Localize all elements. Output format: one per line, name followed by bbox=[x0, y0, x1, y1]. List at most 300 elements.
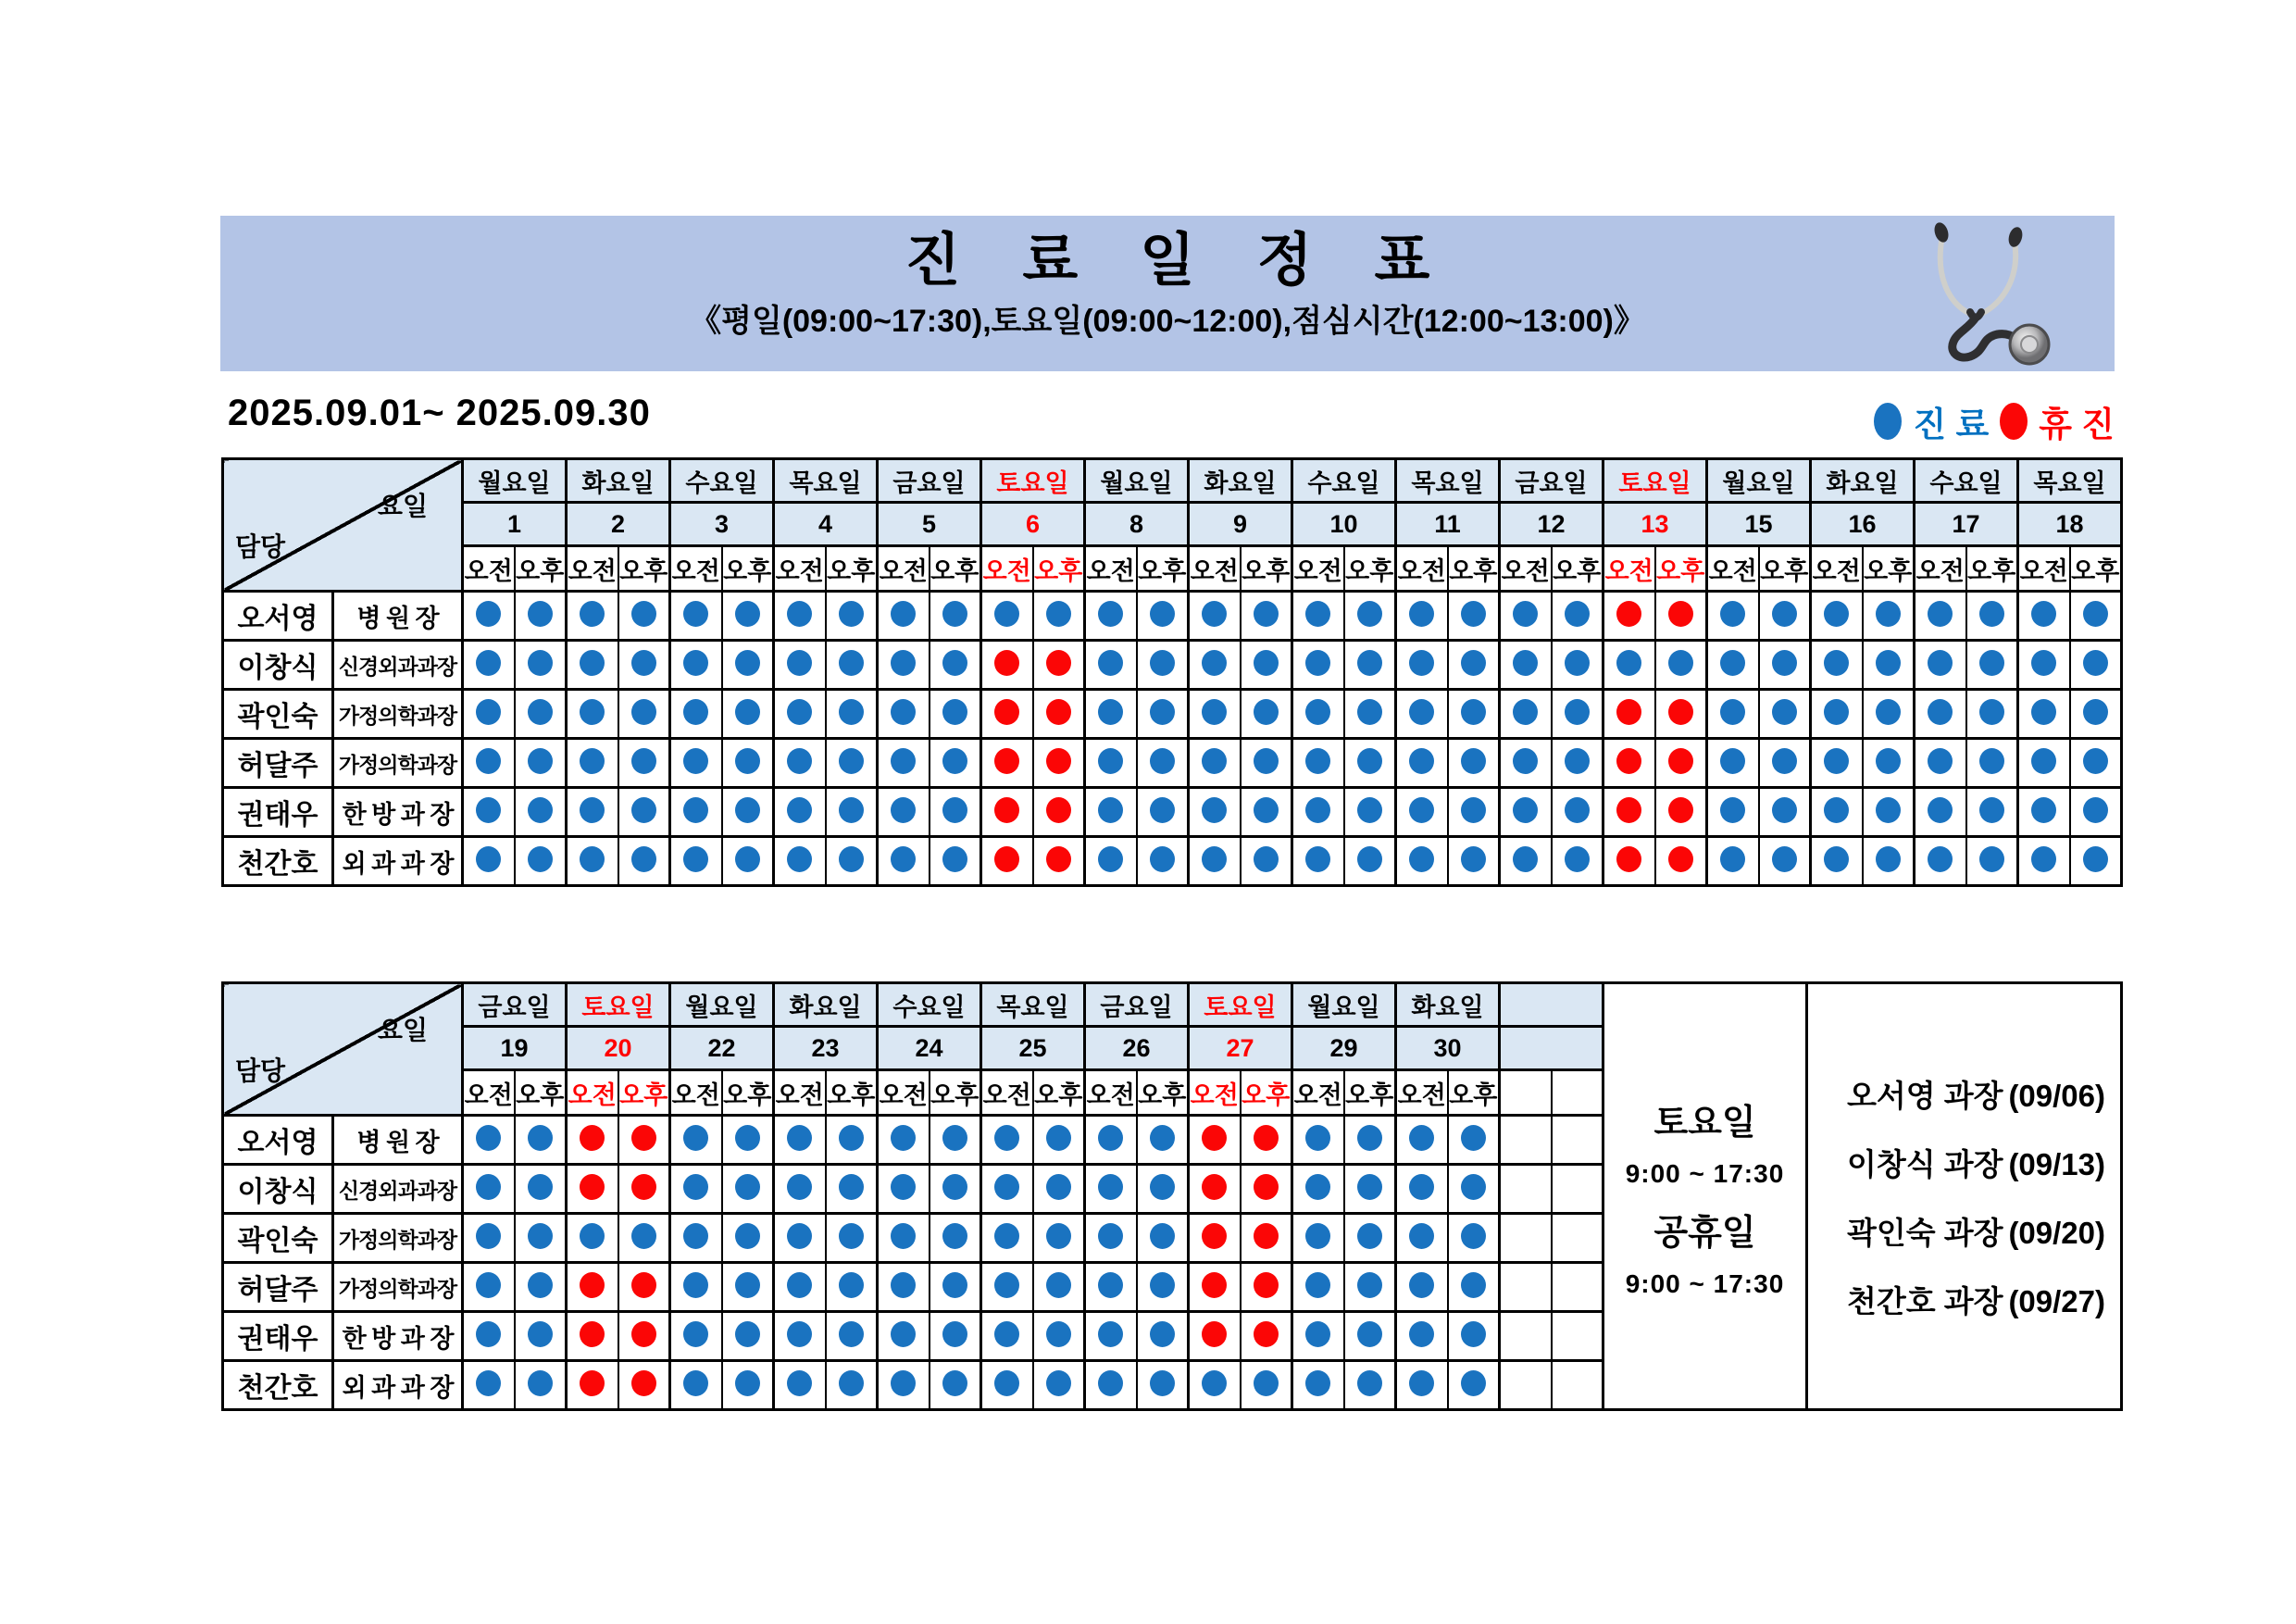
open-dot bbox=[1824, 748, 1849, 774]
weekday-header: 화요일 bbox=[1189, 459, 1292, 503]
open-dot bbox=[1409, 601, 1434, 627]
open-dot bbox=[1824, 797, 1849, 823]
schedule-cell bbox=[515, 1312, 567, 1361]
am-header: 오전 bbox=[567, 1070, 618, 1116]
open-dot bbox=[1513, 699, 1538, 725]
open-dot bbox=[1098, 1174, 1123, 1200]
pm-header: 오후 bbox=[515, 546, 567, 592]
schedule-cell bbox=[1811, 641, 1863, 690]
open-dot bbox=[942, 846, 967, 872]
doctor-name: 권태우 bbox=[223, 788, 333, 837]
schedule-cell bbox=[878, 1165, 930, 1214]
open-dot bbox=[735, 748, 760, 774]
legend bbox=[1874, 396, 2115, 446]
schedule-cell bbox=[1344, 690, 1396, 739]
schedule-cell bbox=[722, 1263, 774, 1312]
open-dot bbox=[787, 1370, 812, 1396]
open-dot bbox=[1098, 1223, 1123, 1249]
open-dot bbox=[1150, 1125, 1175, 1151]
schedule-cell bbox=[1137, 1263, 1189, 1312]
schedule-cell bbox=[1707, 788, 1759, 837]
schedule-cell bbox=[1655, 788, 1707, 837]
open-dot bbox=[1876, 846, 1901, 872]
schedule-cell bbox=[1344, 837, 1396, 886]
schedule-cell bbox=[981, 641, 1033, 690]
open-dot bbox=[839, 1125, 864, 1151]
schedule-cell bbox=[722, 837, 774, 886]
schedule-cell bbox=[878, 739, 930, 788]
weekday-header: 금요일 bbox=[1500, 459, 1603, 503]
schedule-cell bbox=[2018, 641, 2070, 690]
schedule-cell bbox=[1655, 641, 1707, 690]
schedule-cell bbox=[774, 788, 826, 837]
pm-header: 오후 bbox=[2070, 546, 2122, 592]
schedule-cell bbox=[618, 1312, 670, 1361]
doctor-title: 가정의학과장 bbox=[333, 739, 463, 788]
open-dot bbox=[580, 601, 605, 627]
am-header: 오전 bbox=[774, 1070, 826, 1116]
schedule-cell bbox=[930, 592, 981, 641]
schedule-cell bbox=[463, 837, 515, 886]
schedule-cell bbox=[1552, 837, 1603, 886]
open-dot bbox=[1461, 699, 1486, 725]
open-dot bbox=[994, 1223, 1019, 1249]
schedule-cell bbox=[1707, 690, 1759, 739]
schedule-cell bbox=[826, 1312, 878, 1361]
open-dot bbox=[891, 699, 916, 725]
open-dot bbox=[994, 1174, 1019, 1200]
schedule-cell bbox=[567, 837, 618, 886]
open-dot bbox=[476, 1321, 501, 1347]
schedule-cell bbox=[1137, 1116, 1189, 1165]
schedule-cell bbox=[1500, 1312, 1552, 1361]
doctor-row bbox=[223, 1312, 1603, 1361]
open-dot bbox=[528, 601, 553, 627]
schedule-cell bbox=[1500, 1214, 1552, 1263]
date-header: 10 bbox=[1292, 503, 1396, 546]
schedule-cell bbox=[1448, 1116, 1500, 1165]
schedule-cell bbox=[826, 1361, 878, 1410]
open-dot bbox=[1720, 797, 1745, 823]
open-dot bbox=[2083, 650, 2108, 676]
open-dot bbox=[1305, 1174, 1330, 1200]
doctor-row bbox=[223, 1263, 1603, 1312]
schedule-cell bbox=[1396, 641, 1448, 690]
schedule-cell bbox=[1033, 592, 1085, 641]
schedule-cell bbox=[1292, 1361, 1344, 1410]
pm-header: 오후 bbox=[1033, 546, 1085, 592]
open-dot bbox=[1098, 1125, 1123, 1151]
open-dot bbox=[476, 1125, 501, 1151]
open-dot bbox=[528, 748, 553, 774]
am-header: 오전 bbox=[1189, 1070, 1241, 1116]
schedule-cell bbox=[722, 1214, 774, 1263]
doctor-name: 천간호 bbox=[223, 1361, 333, 1410]
schedule-cell bbox=[2018, 592, 2070, 641]
closed-dot bbox=[994, 699, 1019, 725]
open-dot bbox=[839, 1223, 864, 1249]
open-dot bbox=[942, 797, 967, 823]
schedule-cell bbox=[463, 739, 515, 788]
schedule-cell bbox=[1085, 1263, 1137, 1312]
schedule-cell bbox=[1915, 788, 1966, 837]
schedule-cell bbox=[1759, 739, 1811, 788]
schedule-cell bbox=[463, 1214, 515, 1263]
schedule-cell bbox=[1085, 837, 1137, 886]
open-dot bbox=[2031, 797, 2056, 823]
doctor-row bbox=[223, 1116, 1603, 1165]
schedule-cell bbox=[1759, 837, 1811, 886]
weekday-header: 화요일 bbox=[1811, 459, 1915, 503]
schedule-cell bbox=[930, 1116, 981, 1165]
schedule-cell bbox=[1863, 788, 1915, 837]
schedule-cell bbox=[515, 1116, 567, 1165]
schedule-cell bbox=[567, 1263, 618, 1312]
weekday-header: 토요일 bbox=[567, 983, 670, 1027]
closed-dot bbox=[580, 1321, 605, 1347]
closed-dot bbox=[994, 846, 1019, 872]
schedule-cell bbox=[1448, 788, 1500, 837]
doctor-title: 신경외과과장 bbox=[333, 641, 463, 690]
schedule-cell bbox=[826, 1214, 878, 1263]
date-header: 2 bbox=[567, 503, 670, 546]
schedule-cell bbox=[618, 1116, 670, 1165]
schedule-cell bbox=[930, 641, 981, 690]
open-dot bbox=[580, 748, 605, 774]
date-header: 11 bbox=[1396, 503, 1500, 546]
open-dot bbox=[1150, 650, 1175, 676]
am-header bbox=[1500, 1070, 1552, 1116]
open-dot bbox=[1461, 1174, 1486, 1200]
closed-dot bbox=[1046, 650, 1071, 676]
schedule-cell bbox=[1552, 1165, 1603, 1214]
schedule-cell bbox=[1137, 592, 1189, 641]
schedule-cell bbox=[1759, 641, 1811, 690]
pm-header: 오후 bbox=[826, 546, 878, 592]
schedule-cell bbox=[1552, 1214, 1603, 1263]
pm-header: 오후 bbox=[826, 1070, 878, 1116]
pm-header: 오후 bbox=[1137, 1070, 1189, 1116]
schedule-cell bbox=[567, 690, 618, 739]
schedule-cell bbox=[774, 837, 826, 886]
am-header: 오전 bbox=[1292, 1070, 1344, 1116]
open-dot bbox=[1824, 650, 1849, 676]
open-dot bbox=[2083, 797, 2108, 823]
pm-header: 오후 bbox=[1863, 546, 1915, 592]
open-dot bbox=[1461, 1272, 1486, 1298]
open-dot bbox=[1098, 846, 1123, 872]
open-dot bbox=[1202, 797, 1227, 823]
open-dot bbox=[1098, 748, 1123, 774]
open-dot bbox=[476, 748, 501, 774]
banner-text bbox=[220, 229, 2115, 340]
schedule-cell bbox=[1189, 837, 1241, 886]
am-header: 오전 bbox=[1500, 546, 1552, 592]
open-dot bbox=[787, 846, 812, 872]
am-header: 오전 bbox=[981, 546, 1033, 592]
schedule-cell bbox=[1085, 1361, 1137, 1410]
pm-header: 오후 bbox=[722, 546, 774, 592]
schedule-cell bbox=[670, 1361, 722, 1410]
schedule-cell bbox=[878, 837, 930, 886]
closed-dot bbox=[1046, 748, 1071, 774]
schedule-cell bbox=[981, 592, 1033, 641]
schedule-cell bbox=[1811, 739, 1863, 788]
schedule-cell bbox=[1863, 592, 1915, 641]
open-dot bbox=[1357, 1223, 1382, 1249]
open-dot bbox=[580, 797, 605, 823]
open-dot bbox=[994, 601, 1019, 627]
hours-subtitle: 《평일(09:00~17:30),토요일(09:00~12:00),점심시간(12:00~13:00)》 bbox=[690, 304, 1645, 339]
schedule-cell bbox=[826, 1165, 878, 1214]
open-dot bbox=[891, 1370, 916, 1396]
schedule-cell bbox=[930, 690, 981, 739]
schedule-cell bbox=[1603, 592, 1655, 641]
open-dot bbox=[1876, 797, 1901, 823]
open-dot bbox=[891, 1174, 916, 1200]
schedule-cell bbox=[618, 788, 670, 837]
schedule-cell bbox=[1448, 641, 1500, 690]
schedule-cell bbox=[1863, 739, 1915, 788]
schedule-cell bbox=[2070, 739, 2122, 788]
doctor-row bbox=[223, 1214, 1603, 1263]
weekday-header: 토요일 bbox=[981, 459, 1085, 503]
pm-header: 오후 bbox=[1552, 546, 1603, 592]
schedule-cell bbox=[722, 1312, 774, 1361]
date-header: 25 bbox=[981, 1027, 1085, 1070]
duty-list-item bbox=[1847, 1209, 2105, 1253]
schedule-cell bbox=[1552, 592, 1603, 641]
schedule-cell bbox=[722, 641, 774, 690]
schedule-cell bbox=[1033, 641, 1085, 690]
open-dot bbox=[1150, 797, 1175, 823]
closed-dot bbox=[1254, 1272, 1279, 1298]
doctor-title: 외 과 과 장 bbox=[333, 1361, 463, 1410]
schedule-cell bbox=[1033, 837, 1085, 886]
schedule-cell bbox=[1137, 1165, 1189, 1214]
weekday-header: 월요일 bbox=[1085, 459, 1189, 503]
open-dot bbox=[683, 797, 708, 823]
schedule-cell bbox=[1915, 690, 1966, 739]
open-dot bbox=[942, 1125, 967, 1151]
am-header: 오전 bbox=[878, 1070, 930, 1116]
open-dot bbox=[1513, 846, 1538, 872]
open-dot bbox=[787, 1174, 812, 1200]
schedule-cell bbox=[1863, 641, 1915, 690]
am-header: 오전 bbox=[2018, 546, 2070, 592]
open-dot bbox=[839, 1370, 864, 1396]
open-dot bbox=[528, 846, 553, 872]
schedule-cell bbox=[1707, 739, 1759, 788]
open-dot bbox=[2083, 601, 2108, 627]
schedule-cell bbox=[1915, 641, 1966, 690]
schedule-cell bbox=[1966, 739, 2018, 788]
schedule-cell bbox=[722, 1165, 774, 1214]
open-dot bbox=[528, 1272, 553, 1298]
schedule-cell bbox=[1603, 837, 1655, 886]
date-header: 4 bbox=[774, 503, 878, 546]
schedule-cell bbox=[515, 837, 567, 886]
open-dot bbox=[1876, 650, 1901, 676]
schedule-cell bbox=[878, 1116, 930, 1165]
schedule-cell bbox=[1344, 788, 1396, 837]
date-header: 6 bbox=[981, 503, 1085, 546]
open-dot bbox=[476, 1223, 501, 1249]
open-dot bbox=[1357, 797, 1382, 823]
am-header: 오전 bbox=[1707, 546, 1759, 592]
schedule-cell bbox=[515, 1361, 567, 1410]
duty-date: (09/06) bbox=[2008, 1078, 2105, 1113]
date-header: 23 bbox=[774, 1027, 878, 1070]
schedule-cell bbox=[1033, 690, 1085, 739]
weekday-header: 수요일 bbox=[878, 983, 981, 1027]
schedule-cell bbox=[670, 1263, 722, 1312]
open-dot bbox=[994, 1125, 1019, 1151]
schedule-cell bbox=[1189, 788, 1241, 837]
schedule-cell bbox=[1500, 788, 1552, 837]
schedule-cell bbox=[618, 1263, 670, 1312]
schedule-cell bbox=[515, 641, 567, 690]
schedule-cell bbox=[1189, 1312, 1241, 1361]
pm-header: 오후 bbox=[1448, 1070, 1500, 1116]
open-dot bbox=[476, 1272, 501, 1298]
schedule-cell bbox=[618, 641, 670, 690]
open-dot bbox=[1461, 748, 1486, 774]
schedule-cell bbox=[463, 1116, 515, 1165]
schedule-cell bbox=[1241, 1312, 1292, 1361]
open-dot bbox=[1254, 748, 1279, 774]
open-dot bbox=[839, 1174, 864, 1200]
duty-doctor-name: 천간호 과장 bbox=[1847, 1283, 2003, 1318]
am-header: 오전 bbox=[1292, 546, 1344, 592]
schedule-cell bbox=[1085, 788, 1137, 837]
open-dot bbox=[839, 650, 864, 676]
weekday-header bbox=[1500, 983, 1603, 1027]
open-dot bbox=[1928, 699, 1953, 725]
schedule-cell bbox=[1707, 641, 1759, 690]
schedule-cell bbox=[826, 690, 878, 739]
open-dot bbox=[1202, 748, 1227, 774]
schedule-cell bbox=[930, 1312, 981, 1361]
open-dot bbox=[1409, 1321, 1434, 1347]
open-dot bbox=[631, 797, 656, 823]
duty-doctor-name: 오서영 과장 bbox=[1847, 1078, 2003, 1113]
schedule-cell bbox=[463, 1361, 515, 1410]
open-dot bbox=[476, 1174, 501, 1200]
closed-dot bbox=[1046, 699, 1071, 725]
open-dot bbox=[891, 1321, 916, 1347]
schedule-cell bbox=[1915, 739, 1966, 788]
open-dot bbox=[942, 1174, 967, 1200]
schedule-cell bbox=[670, 1214, 722, 1263]
weekday-header: 금요일 bbox=[1085, 983, 1189, 1027]
schedule-cell bbox=[515, 1165, 567, 1214]
open-dot bbox=[1876, 748, 1901, 774]
closed-dot bbox=[631, 1174, 656, 1200]
open-dot bbox=[787, 1272, 812, 1298]
open-dot bbox=[942, 699, 967, 725]
closed-dot bbox=[1668, 846, 1693, 872]
saturday-duty-list bbox=[1808, 981, 2123, 1411]
schedule-cell bbox=[515, 739, 567, 788]
date-header: 22 bbox=[670, 1027, 774, 1070]
open-dot bbox=[1150, 601, 1175, 627]
open-dot bbox=[1254, 601, 1279, 627]
schedule-cell bbox=[2070, 837, 2122, 886]
open-dot bbox=[1150, 1223, 1175, 1249]
open-dot bbox=[1150, 1370, 1175, 1396]
open-dot bbox=[735, 650, 760, 676]
schedule-cell bbox=[981, 1165, 1033, 1214]
schedule-cell bbox=[878, 1312, 930, 1361]
schedule-cell bbox=[774, 739, 826, 788]
schedule-cell bbox=[2070, 690, 2122, 739]
open-dot bbox=[528, 1125, 553, 1151]
pm-header: 오후 bbox=[1655, 546, 1707, 592]
open-dot bbox=[1254, 699, 1279, 725]
doctor-row bbox=[223, 690, 2122, 739]
schedule-cell bbox=[567, 1116, 618, 1165]
open-dot bbox=[1254, 650, 1279, 676]
schedule-cell bbox=[1033, 739, 1085, 788]
closed-dot bbox=[580, 1370, 605, 1396]
open-dot bbox=[942, 650, 967, 676]
schedule-cell bbox=[515, 1214, 567, 1263]
closed-dot bbox=[1616, 699, 1641, 725]
schedule-cell bbox=[515, 592, 567, 641]
open-dot bbox=[1979, 699, 2004, 725]
closed-dot bbox=[1202, 1125, 1227, 1151]
am-header: 오전 bbox=[1915, 546, 1966, 592]
am-header: 오전 bbox=[1189, 546, 1241, 592]
schedule-cell bbox=[1396, 739, 1448, 788]
open-dot bbox=[1150, 1321, 1175, 1347]
schedule-cell bbox=[2070, 641, 2122, 690]
closed-dot bbox=[994, 797, 1019, 823]
closed-dot bbox=[1616, 601, 1641, 627]
open-dot bbox=[1979, 846, 2004, 872]
duty-list-item bbox=[1847, 1072, 2105, 1116]
closed-dot bbox=[1254, 1125, 1279, 1151]
pm-header: 오후 bbox=[930, 546, 981, 592]
date-header: 17 bbox=[1915, 503, 2018, 546]
schedule-cell bbox=[1085, 1116, 1137, 1165]
schedule-cell bbox=[1759, 592, 1811, 641]
schedule-cell bbox=[1189, 592, 1241, 641]
doctor-title: 가정의학과장 bbox=[333, 1263, 463, 1312]
open-dot bbox=[735, 1272, 760, 1298]
schedule-cell bbox=[1344, 592, 1396, 641]
closed-legend-dot bbox=[2000, 403, 2028, 440]
schedule-cell bbox=[1292, 641, 1344, 690]
date-header: 29 bbox=[1292, 1027, 1396, 1070]
open-dot bbox=[735, 1174, 760, 1200]
schedule-cell bbox=[1655, 690, 1707, 739]
open-dot bbox=[1305, 1223, 1330, 1249]
open-dot bbox=[787, 1321, 812, 1347]
open-dot bbox=[476, 797, 501, 823]
open-legend-label: 진 료 bbox=[1913, 406, 1990, 443]
open-dot bbox=[631, 846, 656, 872]
open-dot bbox=[2031, 748, 2056, 774]
schedule-cell bbox=[774, 1116, 826, 1165]
open-dot bbox=[1928, 748, 1953, 774]
open-dot bbox=[1046, 1370, 1071, 1396]
doctor-title: 한 방 과 장 bbox=[333, 1312, 463, 1361]
open-dot bbox=[1305, 1272, 1330, 1298]
schedule-cell bbox=[1552, 788, 1603, 837]
open-dot bbox=[528, 699, 553, 725]
